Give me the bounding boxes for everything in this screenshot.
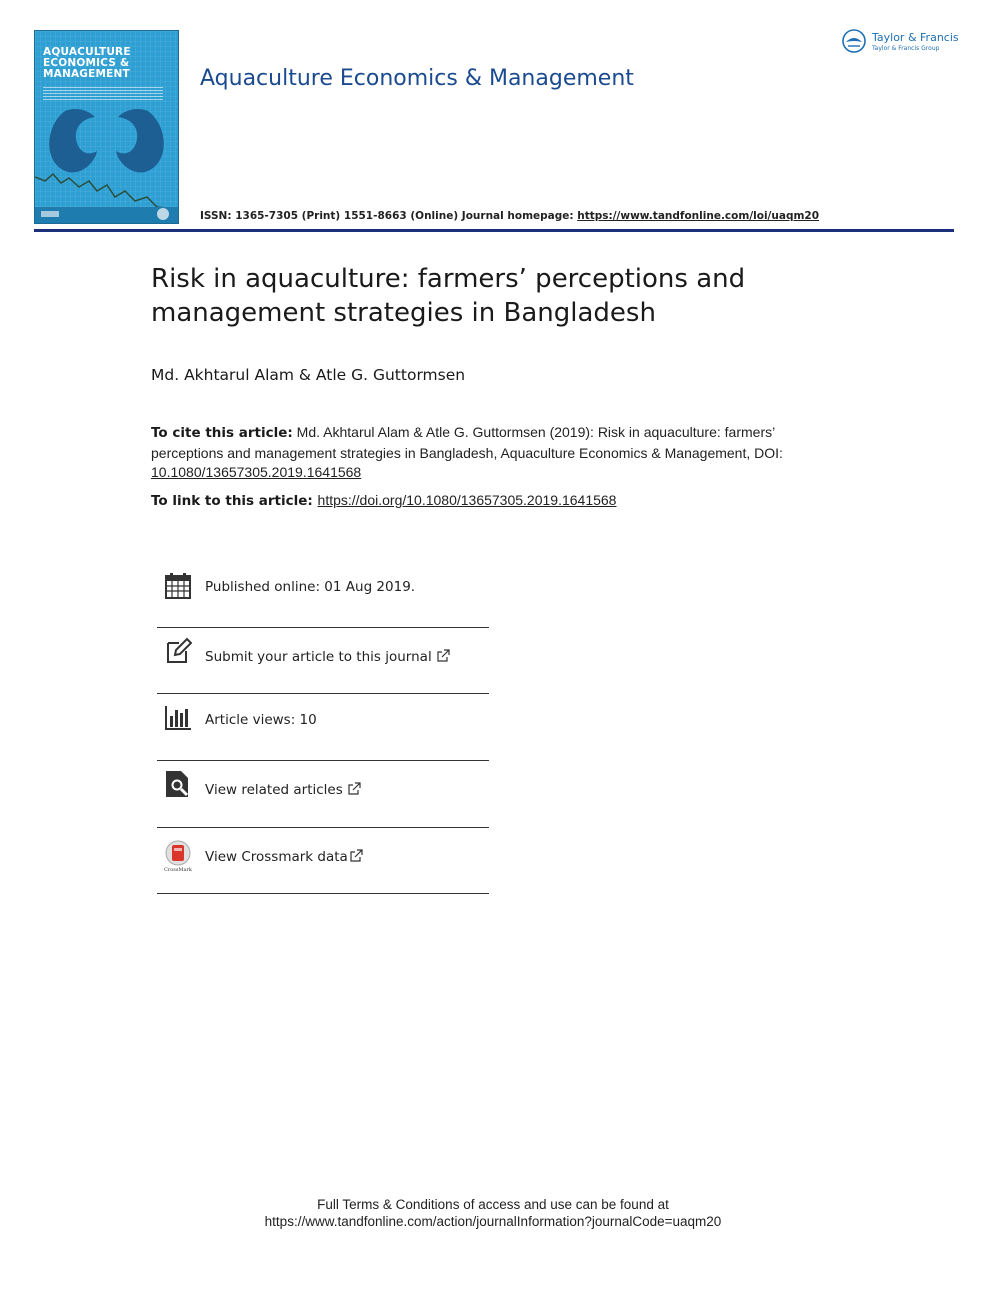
related-articles-link[interactable]	[205, 782, 361, 798]
cover-title	[43, 47, 173, 80]
issn-text: ISSN: 1365-7305 (Print) 1551-8663 (Online) Journal homepage:	[200, 210, 578, 222]
footer-terms-link[interactable]: https://www.tandfonline.com/action/journalInformation?journalCode=uaqm20	[264, 1214, 722, 1229]
divider	[157, 760, 489, 761]
article-views-text: Article views: 10	[205, 712, 317, 728]
search-document-icon	[164, 770, 192, 798]
published-online-row	[157, 572, 489, 612]
journal-title[interactable]: Aquaculture Economics & Management	[200, 66, 634, 91]
issn-line	[200, 210, 819, 222]
cover-title-line: AQUACULTURE	[43, 46, 131, 58]
related-articles-row[interactable]	[157, 770, 489, 815]
crossmark-icon	[164, 840, 192, 872]
doi-link[interactable]: 10.1080/13657305.2019.1641568	[151, 464, 362, 480]
submit-article-label: Submit your article to this journal	[205, 649, 432, 665]
article-title: Risk in aquaculture: farmers’ perceptions and management strategies in Bangladesh	[151, 264, 746, 328]
cite-label: To cite this article:	[151, 425, 293, 441]
crossmark-logo-text: CrossMark	[164, 867, 192, 872]
divider	[157, 627, 489, 628]
article-authors: Md. Akhtarul Alam & Atle G. Guttormsen	[151, 366, 466, 384]
divider	[157, 827, 489, 828]
citation-text: Md. Akhtarul Alam & Atle G. Guttormsen (2019): Risk in aquaculture: farmers’ perceptions and management strategies in Bangladesh, Aquaculture Economics & Management, DOI:	[151, 424, 783, 461]
related-articles-label: View related articles	[205, 782, 343, 798]
published-online-text: Published online: 01 Aug 2019.	[205, 579, 416, 595]
link-label: To link to this article:	[151, 493, 318, 509]
publisher-group: Taylor & Francis Group	[872, 45, 940, 52]
bar-chart-icon	[164, 704, 192, 732]
calendar-icon	[164, 572, 192, 600]
edit-icon	[164, 637, 192, 665]
header-rule	[34, 229, 954, 232]
cover-title-line: ECONOMICS &	[43, 57, 130, 69]
crossmark-label: View Crossmark data	[205, 849, 348, 865]
cover-title-line: MANAGEMENT	[43, 68, 130, 80]
footer-terms-text: Full Terms & Conditions of access and use can be found at	[317, 1197, 669, 1212]
journal-homepage-link[interactable]: https://www.tandfonline.com/loi/uaqm20	[577, 210, 820, 222]
submit-article-row[interactable]	[157, 637, 489, 682]
submit-article-link[interactable]	[205, 649, 450, 665]
external-link-icon	[349, 849, 363, 863]
external-link-icon	[347, 782, 361, 796]
divider	[157, 893, 489, 894]
footer	[0, 1196, 986, 1230]
publisher-name: Taylor & Francis	[872, 31, 959, 44]
crossmark-link[interactable]	[205, 849, 363, 865]
crossmark-row[interactable]	[157, 840, 489, 882]
external-link-icon	[436, 649, 450, 663]
article-link-block	[151, 492, 841, 509]
cover-subtitle-lines	[43, 87, 163, 101]
article-url-link[interactable]: https://doi.org/10.1080/13657305.2019.1641568	[317, 492, 617, 508]
journal-cover	[34, 30, 179, 224]
article-views-row	[157, 704, 489, 744]
divider	[157, 693, 489, 694]
citation-block	[151, 423, 841, 483]
